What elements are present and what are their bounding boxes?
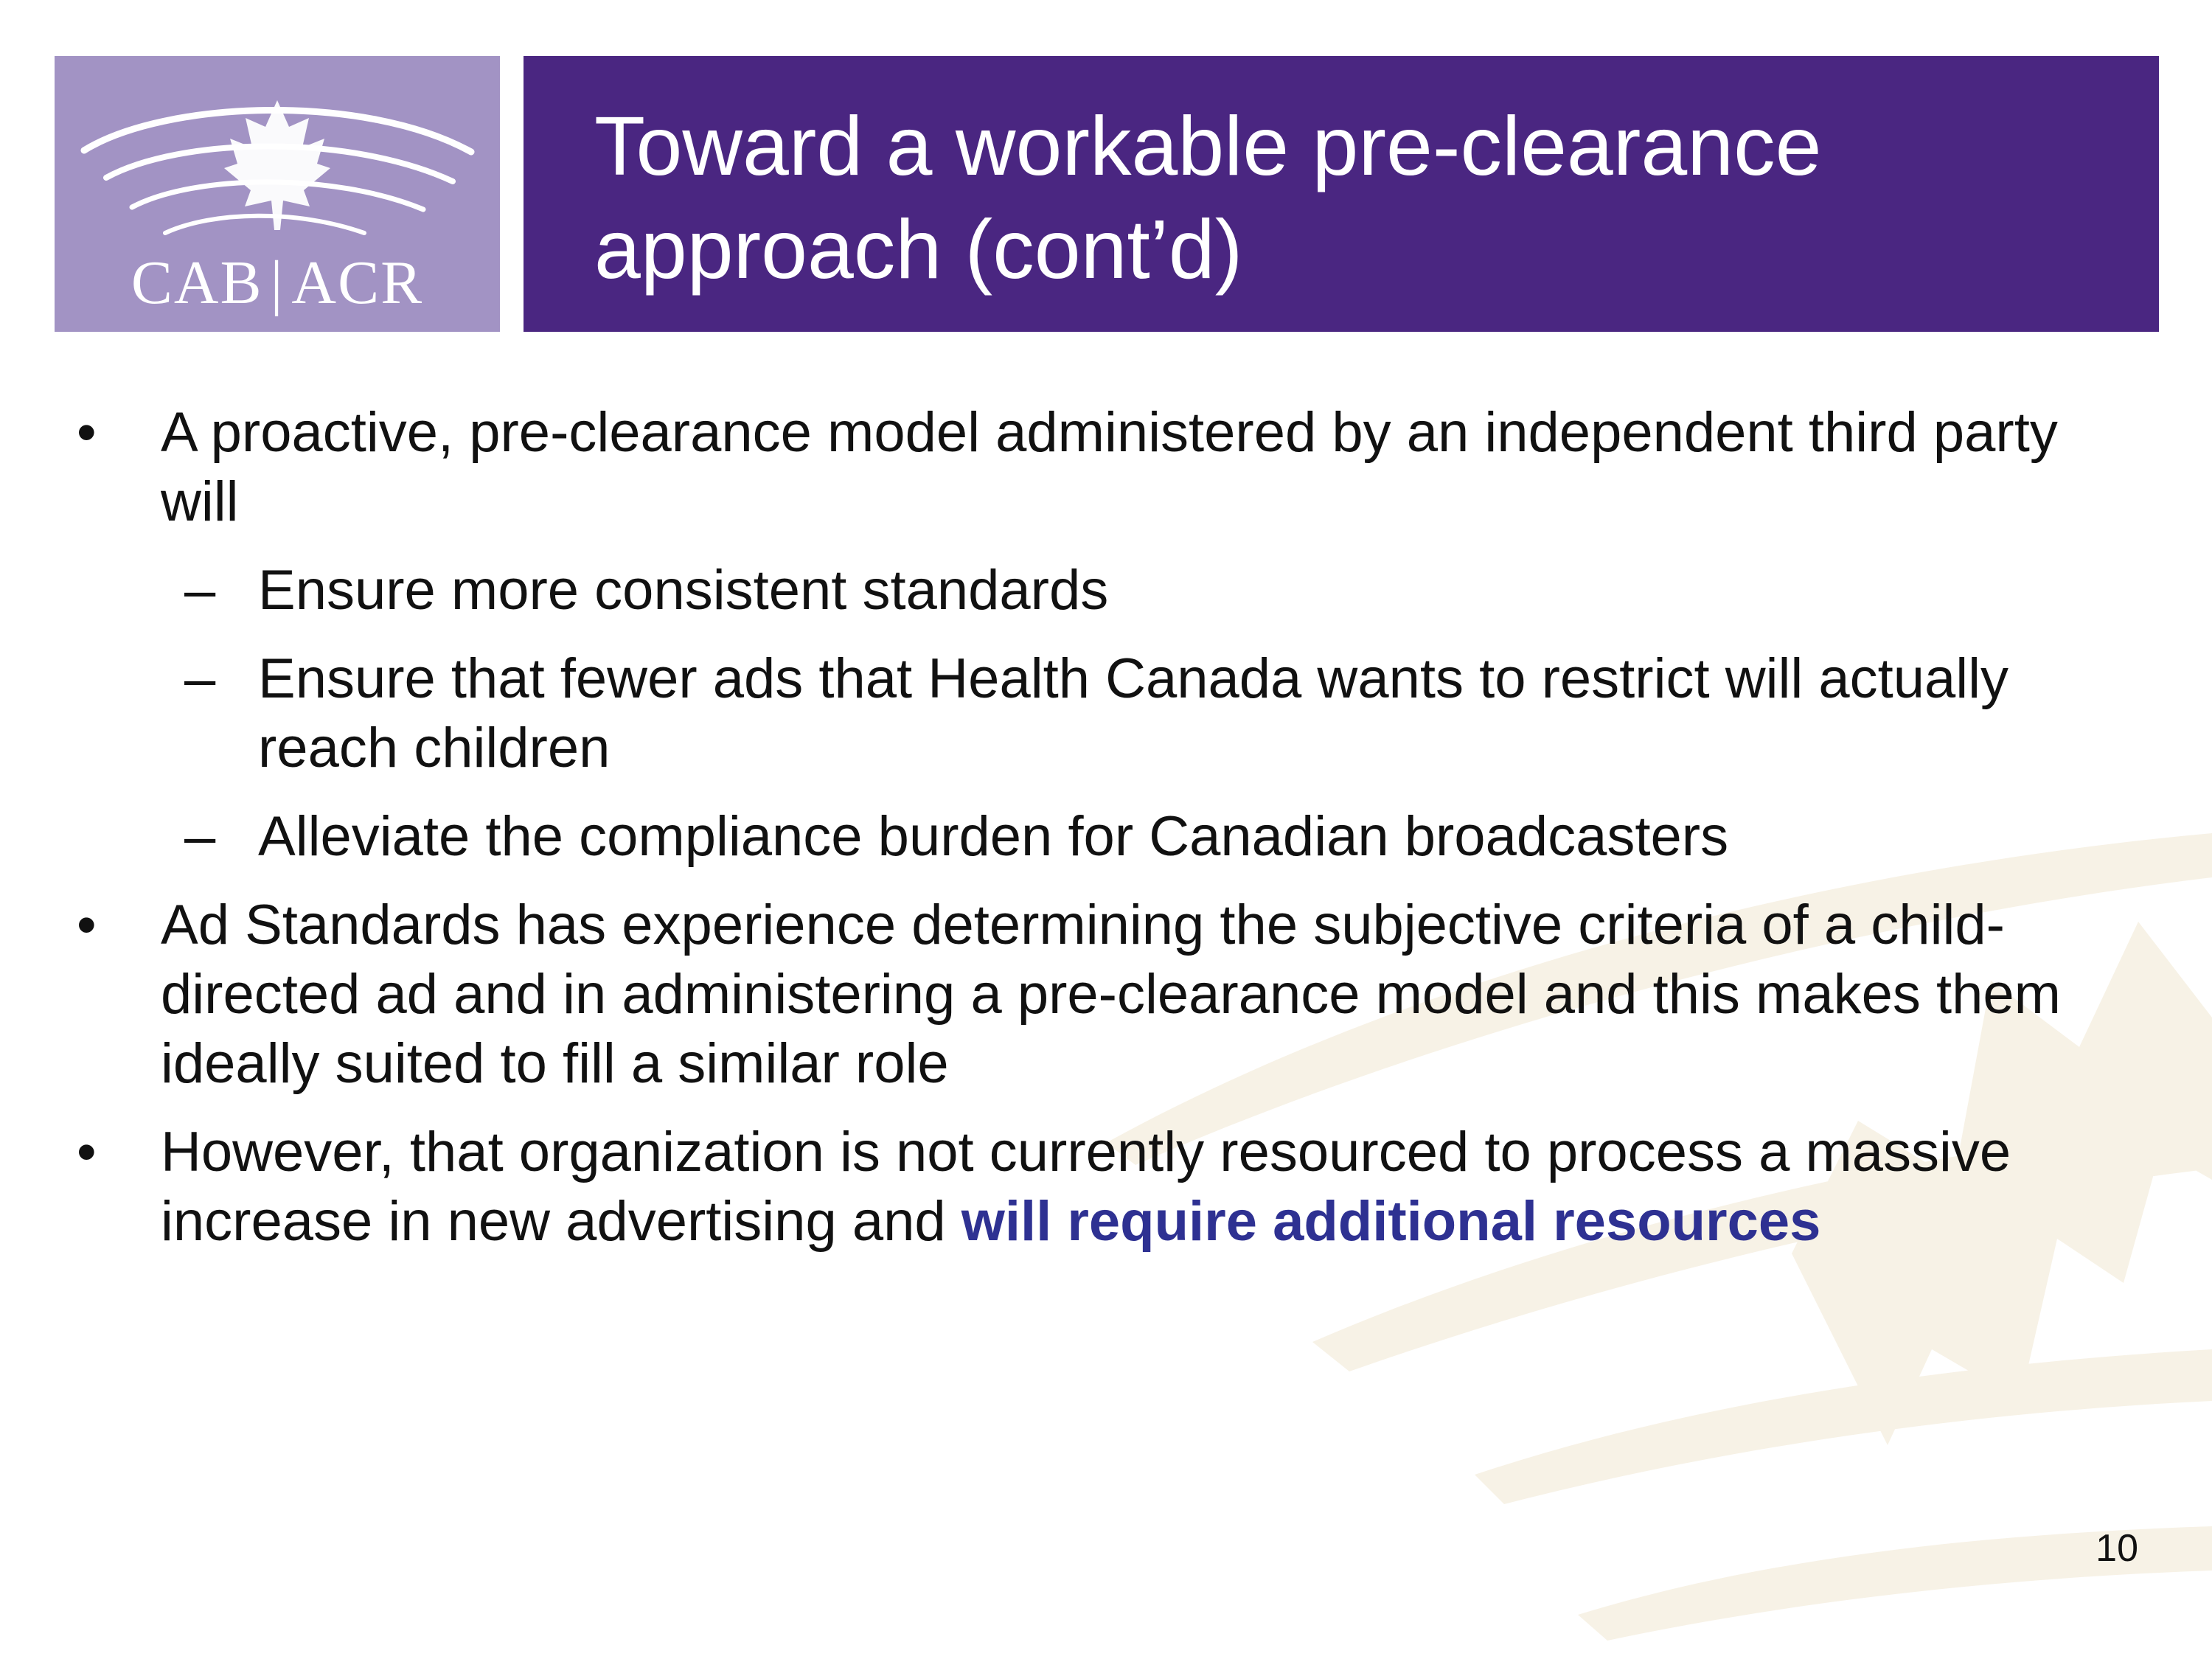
dash-marker: –	[184, 647, 216, 710]
page-number: 10	[2096, 1527, 2138, 1570]
slide-title	[594, 94, 2143, 301]
bullet-text: Ad Standards has experience determining the subjective criteria of a child-directed ad and in administering a pre-clearance model and this makes them ideally suited to fill a similar role	[161, 894, 2061, 1095]
sub-bullet-text: Ensure more consistent standards	[258, 559, 1109, 622]
bullet-marker: •	[77, 1121, 97, 1183]
sub-bullet-text: Alleviate the compliance burden for Canadian broadcasters	[258, 805, 1729, 868]
sub-bullet-text: Ensure that fewer ads that Health Canada wants to restrict will actually reach children	[258, 647, 2009, 779]
bullet-item	[0, 398, 2107, 537]
bullet-text: A proactive, pre-clearance model administered by an independent third party will	[161, 401, 2058, 533]
slide-title-line1: Toward a workable pre-clearance	[594, 100, 1822, 192]
dash-marker: –	[184, 805, 216, 868]
logo-acr-text: ACR	[291, 248, 424, 317]
slide-title-line2: approach (cont’d)	[594, 203, 1243, 296]
cab-acr-logo	[55, 56, 500, 332]
logo-wordmark	[55, 246, 500, 320]
bullet-marker: •	[77, 894, 97, 956]
sub-bullet-item	[0, 556, 2116, 625]
slide-body	[0, 398, 2138, 1256]
title-bar	[524, 56, 2159, 332]
sub-bullet-item	[0, 802, 2116, 872]
bullet-text: However, that organization is not currently resourced to process a massive increase in new advertising and	[161, 1121, 2011, 1253]
bullet-item	[0, 891, 2107, 1099]
bullet-marker: •	[77, 401, 97, 464]
logo-cab-text: CAB	[131, 248, 263, 317]
logo-separator: |	[270, 248, 285, 317]
bullet-item	[0, 1118, 2107, 1256]
highlight-text: will require additional resources	[961, 1190, 1821, 1253]
sub-bullet-item	[0, 644, 2116, 783]
dash-marker: –	[184, 559, 216, 622]
